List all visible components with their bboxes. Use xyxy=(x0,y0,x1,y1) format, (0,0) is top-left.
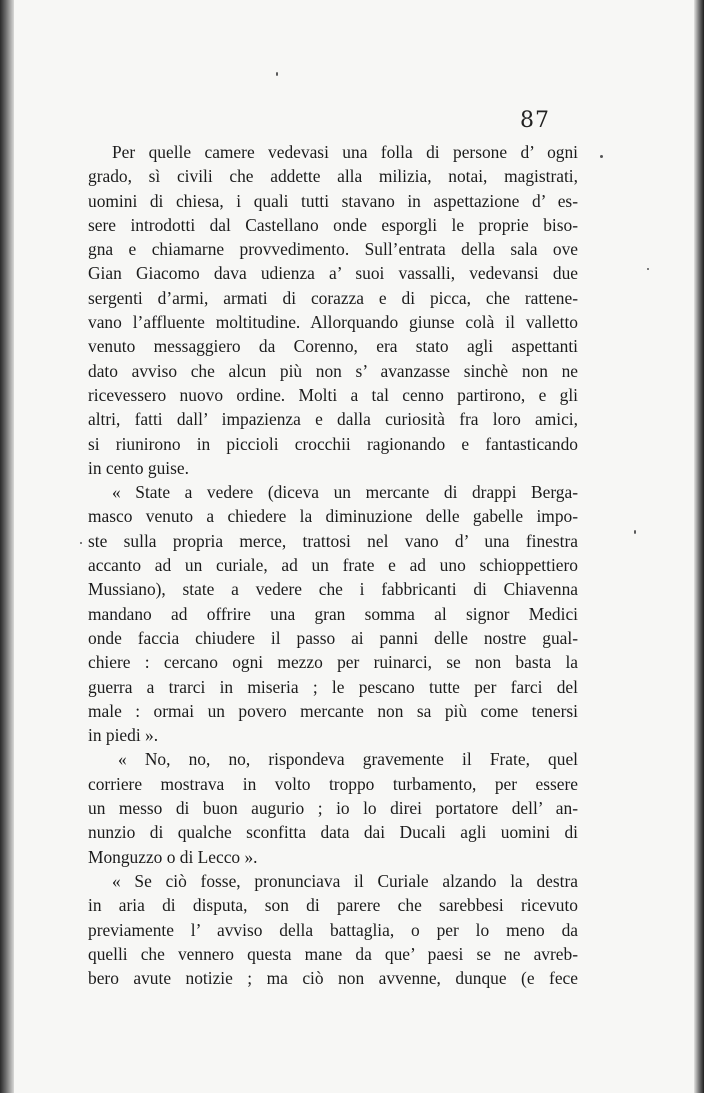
text-line: un messo di buon augurio ; io lo direi portatore dell’ an- xyxy=(88,798,578,819)
text-line: ste sulla propria merce, trattosi nel vano d’ una finestra xyxy=(88,530,578,551)
text-line: « State a vedere (diceva un mercante di drappi Berga- xyxy=(112,482,578,503)
text-line: bero avute notizie ; ma ciò non avvenne, dunque (e fece xyxy=(88,968,578,989)
text-line: male : ormai un povero mercante non sa più come tenersi xyxy=(88,700,578,721)
text-line: si riunirono in piccioli crocchii ragionando e fantasticando xyxy=(88,433,578,454)
text-line: guerra a trarci in miseria ; le pescano tutte per farci del xyxy=(88,676,578,697)
text-line: previamente l’ avviso della battaglia, o per lo meno da xyxy=(88,919,578,940)
text-line: uomini di chiesa, i quali tutti stavano in aspettazione d’ es- xyxy=(88,190,578,211)
text-line: grado, sì civili che addette alla milizia, notai, magistrati, xyxy=(88,166,578,187)
text-line: « No, no, no, rispondeva gravemente il Frate, quel xyxy=(118,749,578,770)
page-number: 87 xyxy=(520,108,550,133)
text-line: masco venuto a chiedere la diminuzione delle gabelle impo- xyxy=(88,506,578,527)
text-line: Gian Giacomo dava udienza a’ suoi vassalli, vedevansi due xyxy=(88,263,578,284)
text-line: altri, fatti dall’ impazienza e dalla curiosità fra loro amici, xyxy=(88,409,578,430)
text-line: sere introdotti dal Castellano onde esporgli le proprie biso- xyxy=(88,214,578,235)
text-line: accanto ad un curiale, ad un frate e ad uno schioppettiero xyxy=(88,555,578,576)
text-line: chiere : cercano ogni mezzo per ruinarci, se non basta la xyxy=(88,652,578,673)
text-line: gna e chiamarne provvedimento. Sull’entrata della sala ove xyxy=(88,239,578,260)
text-line: mandano ad offrire una gran somma al signor Medici xyxy=(88,603,578,624)
text-line: sergenti d’armi, armati di corazza e di picca, che rattene- xyxy=(88,287,578,308)
text-line: dato avviso che alcun più non s’ avanzasse sinchè non ne xyxy=(88,360,578,381)
text-line: Per quelle camere vedevasi una folla di persone d’ ogni xyxy=(112,142,578,162)
text-line: onde faccia chiudere il passo ai panni delle nostre gual- xyxy=(88,627,578,648)
text-line: in aria di disputa, son di parere che sarebbesi ricevuto xyxy=(88,895,578,916)
text-line: « Se ciò fosse, pronunciava il Curiale alzando la destra xyxy=(112,870,578,891)
text-line: quelli che vennero questa mane da que’ paesi se ne avreb- xyxy=(88,943,578,964)
text-line: corriere mostrava in volto troppo turbamento, per essere xyxy=(88,773,578,794)
body-text xyxy=(88,140,578,990)
page-left-edge-shadow xyxy=(0,0,14,1093)
text-line: Monguzzo o di Lecco ». xyxy=(88,846,258,867)
text-line: ricevessero nuovo ordine. Molti a tal cenno partirono, e gli xyxy=(88,384,578,405)
text-line: Mussiano), state a vedere che i fabbricanti di Chiavenna xyxy=(88,579,578,600)
text-line: venuto messaggiero da Corenno, era stato agli aspettanti xyxy=(88,336,578,357)
text-line: in piedi ». xyxy=(88,725,159,746)
text-line: nunzio di qualche sconfitta data dai Ducali agli uomini di xyxy=(88,822,578,843)
text-line: in cento guise. xyxy=(88,457,189,478)
text-line: vano l’affluente moltitudine. Allorquando giunse colà il valletto xyxy=(88,312,578,333)
page-right-edge-shadow xyxy=(694,0,704,1093)
